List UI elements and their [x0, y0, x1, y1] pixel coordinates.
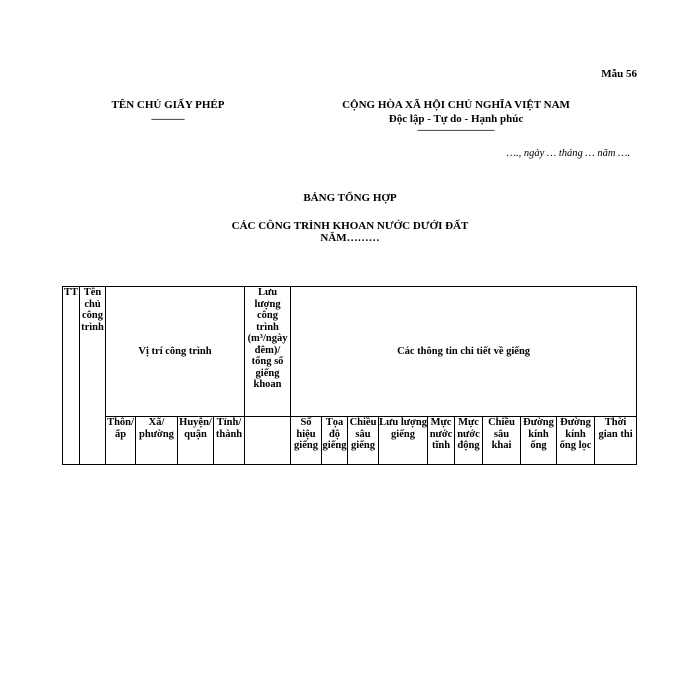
header-dynamic-level: Mực nước động: [455, 417, 483, 465]
header-well-coordinates: Tọa độ giếng: [322, 417, 348, 465]
license-holder-header: [100, 98, 236, 126]
title-line-3: NĂM………: [320, 232, 380, 244]
date-line: …., ngày … tháng … năm ….: [506, 148, 630, 159]
header-well-number: Số hiệu giếng: [291, 417, 322, 465]
header-filter-diameter: Đường kính ống lọc: [557, 417, 595, 465]
header-well-flow: Lưu lượng giếng: [379, 417, 428, 465]
national-motto: Độc lập - Tự do - Hạnh phúc: [388, 113, 524, 125]
header-construction-time: Thời gian thi: [595, 417, 637, 465]
header-exploit-depth: Chiều sâu khai: [483, 417, 521, 465]
header-pipe-diameter: Đường kính ống: [521, 417, 557, 465]
license-holder-rule: ―――: [151, 113, 185, 125]
header-district: Huyện/ quận: [178, 417, 214, 465]
country-name: CỘNG HÒA XÃ HỘI CHỦ NGHĨA VIỆT NAM: [342, 99, 570, 111]
header-province: Tỉnh/ thành: [214, 417, 245, 465]
header-tt: TT: [63, 287, 80, 465]
header-well-details-group: Các thông tin chi tiết về giếng: [291, 287, 637, 417]
header-flow-group: Lưu lượng công trình (m³/ngày đêm)/ tổng số giếng khoan: [245, 287, 291, 417]
national-header: [318, 98, 594, 134]
license-holder-title: TÊN CHỦ GIẤY PHÉP: [111, 99, 225, 111]
header-owner: Tên chủ công trình: [80, 287, 106, 465]
form-code: Mẫu 56: [601, 68, 637, 80]
document-title: [180, 192, 520, 244]
header-well-depth: Chiều sâu giếng: [348, 417, 379, 465]
title-line-2: CÁC CÔNG TRÌNH KHOAN NƯỚC DƯỚI ĐẤT: [231, 220, 469, 232]
summary-table: [62, 286, 637, 465]
title-line-1: BẢNG TỔNG HỢP: [303, 192, 397, 204]
header-location-group: Vị trí công trình: [106, 287, 245, 417]
national-rule: ―――――――: [417, 124, 495, 136]
flow-blank-cell: [245, 417, 291, 465]
header-hamlet: Thôn/ ấp: [106, 417, 136, 465]
header-static-level: Mực nước tĩnh: [428, 417, 455, 465]
header-ward: Xã/ phường: [136, 417, 178, 465]
